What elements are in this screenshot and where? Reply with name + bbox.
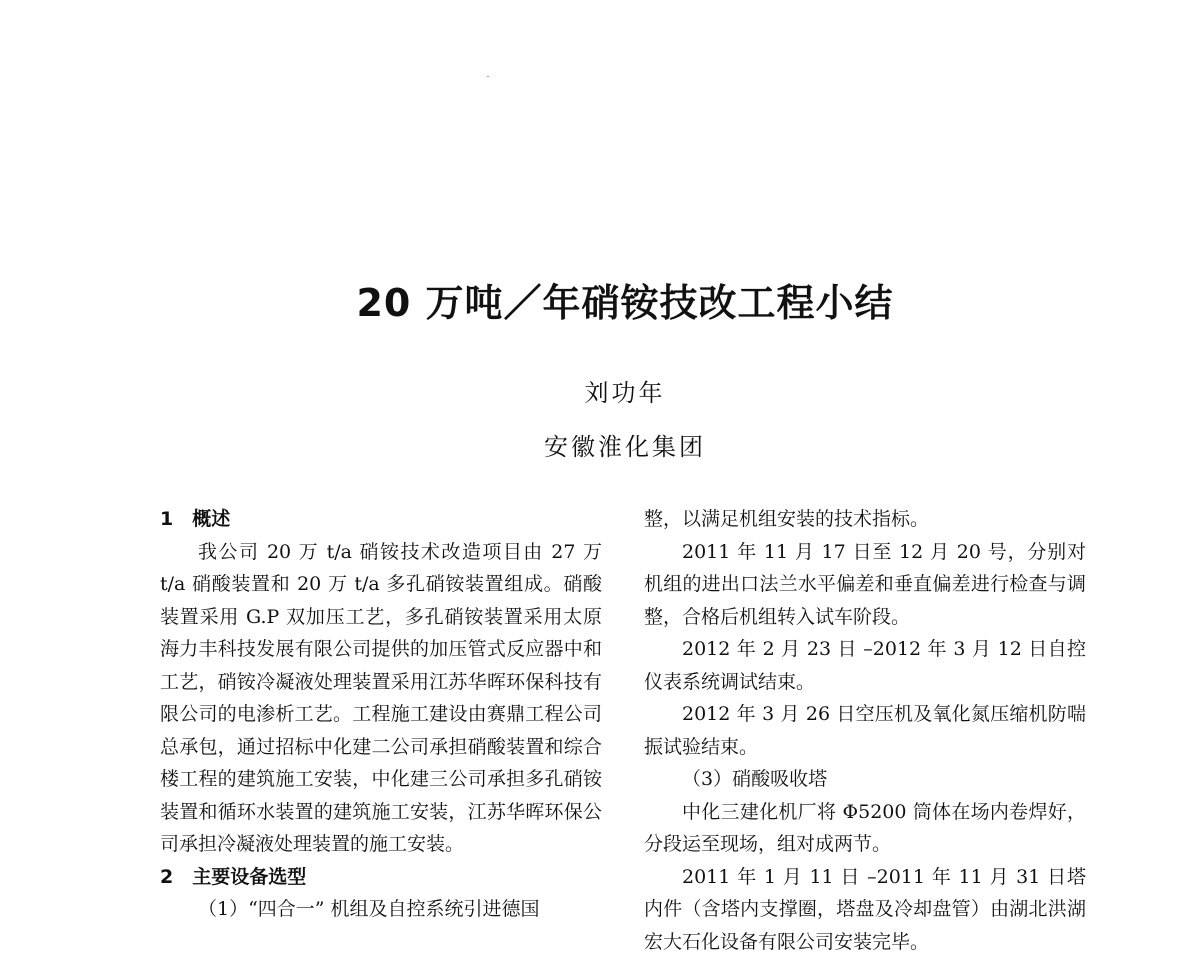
author-name: 刘功年 [584, 379, 666, 407]
right-paragraph-4: 2012 年 3 月 26 日空压机及氧化氮压缩机防喘振试验结束。 [644, 703, 1086, 758]
section-1-paragraph: 我公司 20 万 t/a 硝铵技术改造项目由 27 万 t/a 硝酸装置和 20 万 t/a 多孔硝铵装置组成。硝酸装置采用 G.P 双加压工艺，多孔硝铵装置采用太原海力丰科技发展有限公司提供的加压管式反应器中和工艺，硝铵冷凝液处理装置采用江苏华晖环保科技有限公司的电渗析工艺。工程施工建设由赛鼎工程公司总承包，通过招标中化建二公司承担硝酸装置和综合楼工程的建筑施工安装，中化建三公司承担多孔硝铵装置和循环水装置的建筑施工安装，江苏华晖环保公司承担冷凝液处理装置的施工安装。 [160, 540, 602, 855]
paper-title: 20 万吨／年硝铵技改工程小结 [356, 281, 894, 325]
author-affiliation: 安徽淮化集团 [544, 433, 706, 461]
right-paragraph-3: 2012 年 2 月 23 日 –2012 年 3 月 12 日自控仪表系统调试结束。 [644, 638, 1086, 693]
left-column [160, 503, 602, 926]
section-2-paragraph: （1）“四合一” 机组及自控系统引进德国 [198, 898, 540, 920]
scan-speck [487, 76, 489, 77]
right-subheading-3: （3）硝酸吸收塔 [682, 768, 828, 790]
right-paragraph-6: 中化三建化机厂将 Φ5200 筒体在场内卷焊好，分段运至现场，组对成两节。 [644, 800, 1086, 855]
right-column [644, 503, 1086, 958]
right-paragraph-1: 整，以满足机组安装的技术指标。 [644, 508, 930, 530]
section-2-heading: 2 主要设备选型 [160, 865, 307, 888]
section-1-heading: 1 概述 [160, 508, 231, 530]
right-paragraph-7: 2011 年 1 月 11 日 –2011 年 11 月 31 日塔内件（含塔内支撑圈，塔盘及冷却盘管）由湖北洪湖宏大石化设备有限公司安装完毕。 [644, 865, 1086, 953]
right-paragraph-2: 2011 年 11 月 17 日至 12 月 20 号，分别对机组的进出口法兰水平偏差和垂直偏差进行检查与调整，合格后机组转入试车阶段。 [644, 540, 1086, 628]
